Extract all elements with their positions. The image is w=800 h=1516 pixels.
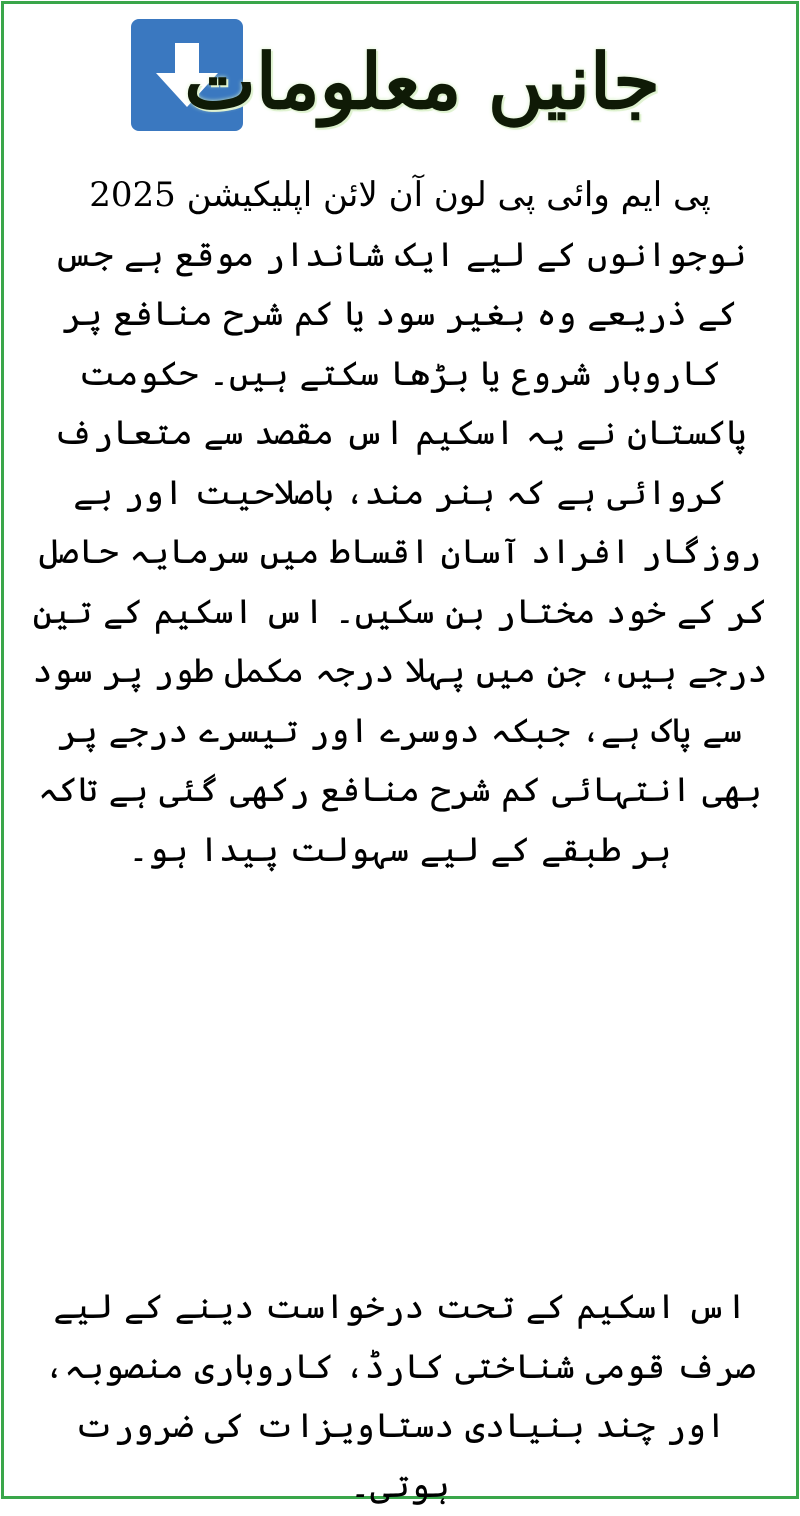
page-title: جانیں معلومات: [184, 37, 660, 126]
article-body: [30, 166, 770, 1516]
article-paragraph-1: پی ایم وائی پی لون آن لائن اپلیکیشن 2025 نوجوانوں کے لیے ایک شاندار موقع ہے جس کے ذریعے وہ بغیر سود یا کم شرح منافع پر کاروبار شروع یا بڑھا سکتے ہیں۔ حکومت پاکستان نے یہ اسکیم اس مقصد سے متعارف کروائی ہے کہ ہنر مند، باصلاحیت اور بے روزگار افراد آسان اقساط میں سرمایہ حاصل کر کے خود مختار بن سکیں۔ اس اسکیم کے تین درجے ہیں، جن میں پہلا درجہ مکمل طور پر سود سے پاک ہے، جبکہ دوسرے اور تیسرے درجے پر بھی انتہائی کم شرح منافع رکھی گئی ہے تاکہ ہر طبقے کے لیے سہولت پیدا ہو۔: [32, 175, 768, 870]
article-paragraph-2: اس اسکیم کے تحت درخواست دینے کے لیے صرف قومی شناختی کارڈ، کاروباری منصوبہ، اور چند بنیادی دستاویزات کی ضرورت ہوتی۔: [44, 1287, 756, 1506]
header: [0, 14, 800, 144]
